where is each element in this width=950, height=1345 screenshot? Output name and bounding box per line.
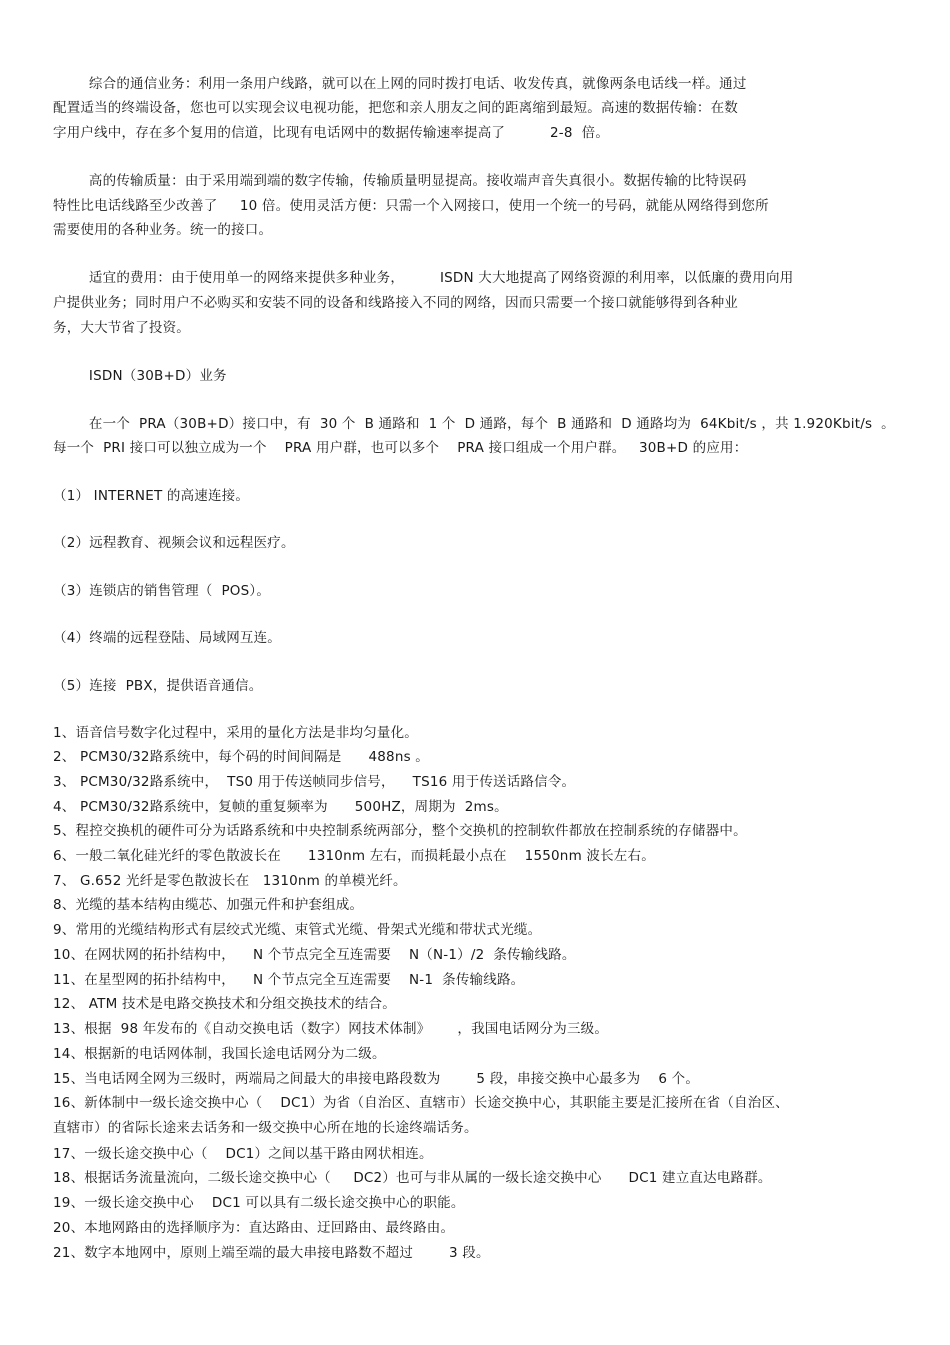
list-item-12: 12、 ATM 技术是电路交换技术和分组交换技术的结合。 [53,996,396,1012]
application-item-5: （5）连接 PBX，提供语音通信。 [53,678,263,694]
application-item-1: （1） INTERNET 的高速连接。 [53,488,250,504]
list-item-20: 20、本地网路由的选择顺序为：直达路由、迂回路由、最终路由。 [53,1220,455,1236]
list-item-17: 17、一级长途交换中心（ DC1）之间以基干路由网状相连。 [53,1146,433,1162]
list-item-14: 14、根据新的电话网体制，我国长途电话网分为二级。 [53,1046,386,1062]
paragraph-4-line-1: 在一个 PRA（30B+D）接口中，有 30 个 B 通路和 1 个 D 通路，每个 B 通路和 D 通路均为 64Kbit/s ，共 1.920Kbit/s 。 [53,416,895,432]
list-item-19: 19、一级长途交换中心 DC1 可以具有二级长途交换中心的职能。 [53,1195,465,1211]
list-item-11: 11、在星型网的拓扑结构中， N 个节点完全互连需要 N-1 条传输线路。 [53,972,525,988]
paragraph-4-line-2: 每一个 PRI 接口可以独立成为一个 PRA 用户群，也可以多个 PRA 接口组成一个用户群。 30B+D 的应用： [53,440,748,456]
list-item-4: 4、 PCM30/32路系统中，复帧的重复频率为 500HZ，周期为 2ms。 [53,799,508,815]
section-heading-isdn: ISDN（30B+D）业务 [53,368,227,384]
list-item-16: 16、新体制中一级长途交换中心（ DC1）为省（自治区、直辖市）长途交换中心，其职能主要是汇接所在省（自治区、 [53,1095,789,1111]
list-item-5: 5、程控交换机的硬件可分为话路系统和中央控制系统两部分，整个交换机的控制软件都放在控制系统的存储器中。 [53,823,747,839]
list-item-2: 2、 PCM30/32路系统中，每个码的时间间隔是 488ns 。 [53,749,429,765]
list-item-9: 9、常用的光缆结构形式有层绞式光缆、束管式光缆、骨架式光缆和带状式光缆。 [53,922,542,938]
paragraph-3-line-2: 户提供业务；同时用户不必购买和安装不同的设备和线路接入不同的网络，因而只需要一个接口就能够得到各种业 [53,295,738,311]
list-item-6: 6、一般二氧化硅光纤的零色散波长在 1310nm 左右，而损耗最小点在 1550nm 波长左右。 [53,848,655,864]
list-item-13: 13、根据 98 年发布的《自动交换电话（数字）网技术体制》 ，我国电话网分为三级。 [53,1021,609,1037]
application-item-3: （3）连锁店的销售管理（ POS）。 [53,583,271,599]
paragraph-3-line-1: 适宜的费用：由于使用单一的网络来提供多种业务， ISDN 大大地提高了网络资源的利用率，以低廉的费用向用 [53,270,794,286]
paragraph-1-line-1: 综合的通信业务：利用一条用户线路，就可以在上网的同时拨打电话、收发传真，就像两条电话线一样。通过 [53,76,747,92]
list-item-7: 7、 G.652 光纤是零色散波长在 1310nm 的单模光纤。 [53,873,407,889]
application-item-4: （4）终端的远程登陆、局域网互连。 [53,630,281,646]
list-item-1: 1、语音信号数字化过程中，采用的量化方法是非均匀量化。 [53,725,418,741]
list-item-21: 21、数字本地网中，原则上端至端的最大串接电路数不超过 3 段。 [53,1245,490,1261]
list-item-16-continued: 直辖市）的省际长途来去话务和一级交换中心所在地的长途终端话务。 [53,1120,478,1136]
paragraph-1-line-3: 字用户线中，存在多个复用的信道，比现有电话网中的数据传输速率提高了 2-8 倍。 [53,125,610,141]
list-item-18: 18、根据话务流量流向，二级长途交换中心（ DC2）也可与非从属的一级长途交换中心 DC1 建立直达电路群。 [53,1170,772,1186]
list-item-3: 3、 PCM30/32路系统中， TS0 用于传送帧同步信号， TS16 用于传送话路信令。 [53,774,576,790]
paragraph-3-line-3: 务，大大节省了投资。 [53,320,190,336]
list-item-10: 10、在网状网的拓扑结构中， N 个节点完全互连需要 N（N-1）/2 条传输线路。 [53,947,576,963]
list-item-8: 8、光缆的基本结构由缆芯、加强元件和护套组成。 [53,897,364,913]
paragraph-2-line-1: 高的传输质量：由于采用端到端的数字传输，传输质量明显提高。接收端声音失真很小。数据传输的比特误码 [53,173,747,189]
application-item-2: （2）远程教育、视频会议和远程医疗。 [53,535,295,551]
paragraph-2-line-3: 需要使用的各种业务。统一的接口。 [53,222,273,238]
paragraph-1-line-2: 配置适当的终端设备，您也可以实现会议电视功能，把您和亲人朋友之间的距离缩到最短。高速的数据传输：在数 [53,100,738,116]
paragraph-2-line-2: 特性比电话线路至少改善了 10 倍。使用灵活方便：只需一个入网接口，使用一个统一的号码，就能从网络得到您所 [53,198,769,214]
list-item-15: 15、当电话网全网为三级时，两端局之间最大的串接电路段数为 5 段，串接交换中心最多为 6 个。 [53,1071,700,1087]
